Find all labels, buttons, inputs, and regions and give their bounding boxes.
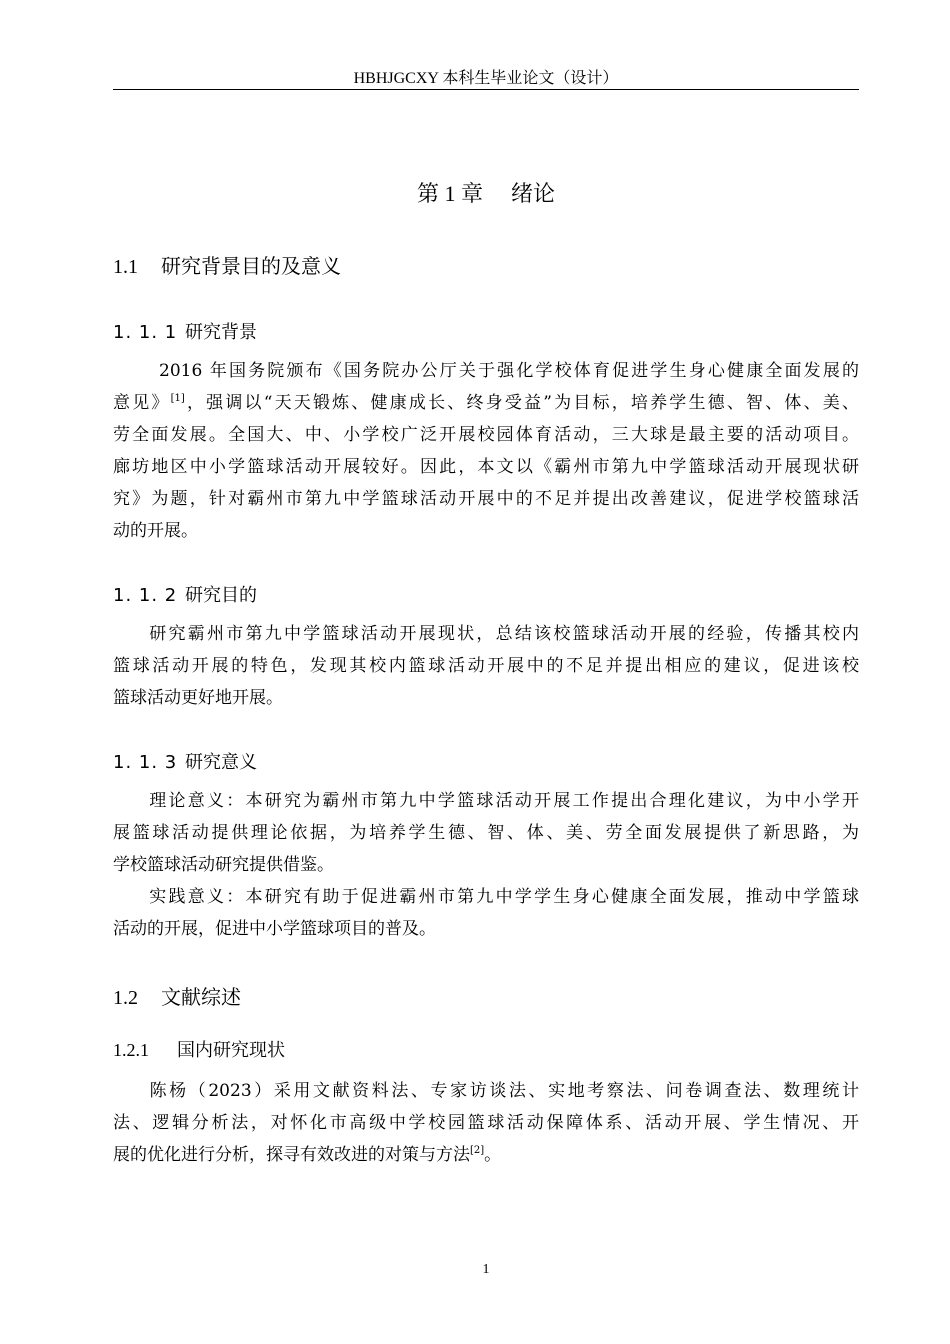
text-line: 活动的开展，促进中小学篮球项目的普及。 <box>113 919 436 939</box>
text-line: 意见》[1]，强调以“天天锻炼、健康成长、终身受益”为目标，培养学生德、智、体、美、 <box>113 393 859 413</box>
text-line: 动的开展。 <box>113 521 198 541</box>
text-line: 篮球活动更好地开展。 <box>113 688 283 708</box>
text-line: 法、逻辑分析法，对怀化市高级中学校园篮球活动保障体系、活动开展、学生情况、开 <box>113 1113 859 1133</box>
heading-1-2-1 <box>113 1037 285 1064</box>
text-line: 廊坊地区中小学篮球活动开展较好。因此，本文以《霸州市第九中学篮球活动开展现状研 <box>113 457 859 477</box>
heading-1-1-3 <box>113 750 257 776</box>
heading-text: 研究背景 <box>185 322 257 343</box>
text-line: 展的优化进行分析，探寻有效改进的对策与方法[2]。 <box>113 1145 502 1165</box>
text-line: 究》为题，针对霸州市第九中学篮球活动开展中的不足并提出改善建议，促进学校篮球活 <box>113 489 859 509</box>
chapter-title <box>113 178 859 211</box>
heading-number: 1.2 <box>113 987 138 1009</box>
heading-number: 1.1 <box>113 256 138 278</box>
running-header: HBHJGCXY 本科生毕业论文（设计） <box>353 70 619 87</box>
chapter-number: 第 1 章 <box>416 181 483 206</box>
text-line: 理论意义：本研究为霸州市第九中学篮球活动开展工作提出合理化建议，为中小学开 <box>147 791 859 811</box>
citation: [1] <box>170 393 185 404</box>
citation: [2] <box>470 1145 485 1156</box>
heading-text: 文献综述 <box>161 985 241 1009</box>
header-divider <box>113 89 859 90</box>
paragraph-significance <box>113 785 859 945</box>
paragraph-background <box>113 355 859 547</box>
heading-1-2 <box>113 983 241 1012</box>
text-line: 篮球活动开展的特色，发现其校内篮球活动开展中的不足并提出相应的建议，促进该校 <box>113 656 859 676</box>
heading-1-1-2 <box>113 583 257 609</box>
chapter-name: 绪论 <box>511 182 556 207</box>
page-number: 1 <box>482 1262 490 1277</box>
text-line: 实践意义：本研究有助于促进霸州市第九中学学生身心健康全面发展，推动中学篮球 <box>147 887 859 907</box>
text-line: 劳全面发展。全国大、中、小学校广泛开展校园体育活动，三大球是最主要的活动项目。 <box>113 425 859 445</box>
text-line: 研究霸州市第九中学篮球活动开展现状，总结该校篮球活动开展的经验，传播其校内 <box>147 624 859 644</box>
heading-1-1 <box>113 252 341 281</box>
heading-number: 1.2.1 <box>113 1040 149 1060</box>
text-line: 2016 年国务院颁布《国务院办公厅关于强化学校体育促进学生身心健康全面发展的 <box>159 361 859 381</box>
heading-number: 1. 1. 2 <box>113 585 178 606</box>
heading-number: 1. 1. 1 <box>113 322 178 343</box>
paragraph-domestic-research <box>113 1075 859 1171</box>
heading-text: 国内研究现状 <box>177 1040 285 1061</box>
heading-1-1-1 <box>113 320 257 346</box>
heading-number: 1. 1. 3 <box>113 752 178 773</box>
heading-text: 研究目的 <box>185 585 257 606</box>
text-line: 展篮球活动提供理论依据，为培养学生德、智、体、美、劳全面发展提供了新思路，为 <box>113 823 859 843</box>
text-line: 陈杨（2023）采用文献资料法、专家访谈法、实地考察法、问卷调查法、数理统计 <box>147 1081 859 1101</box>
heading-text: 研究意义 <box>185 752 257 773</box>
text-line: 学校篮球活动研究提供借鉴。 <box>113 855 334 875</box>
heading-text: 研究背景目的及意义 <box>161 254 341 278</box>
paragraph-purpose <box>113 618 859 714</box>
